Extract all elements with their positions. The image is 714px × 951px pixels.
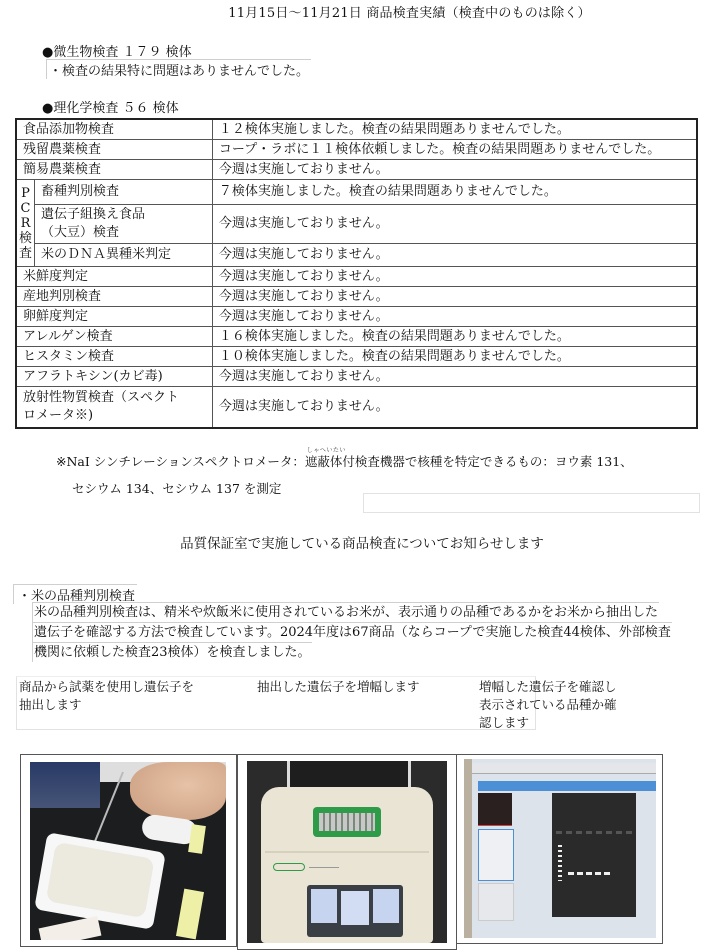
sample-card [39, 916, 102, 940]
process-steps [16, 676, 617, 730]
step-3 [479, 678, 647, 732]
thermal-cycler-photo [247, 761, 447, 943]
yellow-label [176, 889, 204, 940]
side-panel [478, 829, 514, 881]
tube-wells [319, 813, 375, 831]
gel-image [552, 793, 636, 917]
step-line: 抽出します [19, 697, 82, 712]
table-row [16, 347, 697, 367]
test-name-line: ロメータ※) [23, 408, 94, 423]
side-panel [478, 883, 514, 921]
footnote-ruby-base [304, 447, 633, 469]
window-titlebar [478, 781, 656, 791]
dna-bands [568, 872, 612, 875]
footnote-prefix: ※NaI シンチレーションスペクトロメータ： [56, 454, 305, 469]
dna-ladder [558, 845, 562, 881]
table-row [16, 267, 697, 287]
test-name-line: （大豆）検査 [41, 225, 120, 240]
pcr-char: R [20, 215, 31, 231]
pcr-char: P [21, 185, 30, 201]
body-seam [265, 851, 429, 853]
test-name: 畜種判別検査 [35, 180, 213, 205]
test-name: 残留農薬検査 [16, 140, 212, 160]
cycler-body [261, 787, 433, 943]
test-name: 食品添加物検査 [16, 119, 212, 140]
test-name-line: 放射性物質検査（スペクト [23, 390, 180, 405]
inspection-results-table [15, 118, 698, 429]
gel-electrophoresis-screen-photo [464, 759, 656, 938]
test-name: 米のＤＮＡ異種米判定 [35, 244, 213, 267]
gel-wells [556, 831, 632, 834]
test-result: 今週は実施しておりません。 [212, 307, 697, 327]
test-name: ヒスタミン検査 [16, 347, 212, 367]
thumbnail-preview [478, 793, 512, 826]
paragraph-line: 機関に依頼した検査23検体）を検査しました。 [32, 642, 312, 662]
rice-sample-extraction-photo-frame [20, 754, 237, 947]
step-line: 認します [479, 715, 530, 730]
physchem-heading: ●理化学検査 ５６ 検体 [42, 101, 179, 116]
table-row [16, 307, 697, 327]
test-name: 米鮮度判定 [16, 267, 212, 287]
table-row [16, 287, 697, 307]
ruby-text: しゃへいたい [306, 447, 346, 454]
screen-panel [341, 891, 369, 925]
rice-section-paragraph [32, 602, 712, 662]
cooked-rice [46, 842, 155, 918]
model-label [309, 867, 339, 868]
monitor-bezel [464, 759, 472, 938]
test-result: １０検体実施しました。検査の結果問題ありませんでした。 [212, 347, 697, 367]
footnote-line-2: セシウム 134、セシウム 137 を測定 [72, 481, 282, 496]
test-result: １６検体実施しました。検査の結果問題ありませんでした。 [212, 327, 697, 347]
test-result: 今週は実施しておりません。 [212, 367, 697, 387]
test-name: 産地判別検査 [16, 287, 212, 307]
table-row [16, 160, 697, 180]
step-line: 表示されている品種か確 [479, 697, 617, 712]
thermal-cycler-photo-frame [237, 754, 457, 950]
test-result: 今週は実施しておりません。 [212, 267, 697, 287]
tube-rack [30, 762, 100, 808]
table-row [16, 119, 697, 140]
app-toolbar [472, 763, 656, 774]
table-row [16, 327, 697, 347]
table-row [16, 387, 697, 429]
screen-panel [311, 889, 337, 923]
gel-electrophoresis-screen-photo-frame [456, 754, 663, 944]
test-result: 今週は実施しておりません。 [212, 160, 697, 180]
test-result: コープ・ラボに１１検体依頼しました。検査の結果問題ありませんでした。 [212, 140, 697, 160]
brand-logo [273, 863, 305, 871]
report-title: 11月15日～11月21日 商品検査実績（検査中のものは除く） [228, 6, 591, 21]
sample-block [313, 807, 381, 837]
step-line: 増幅した遺伝子を確認し [479, 679, 617, 694]
footnote-rest: 遮蔽体付検査機器で核種を特定できるもの：ヨウ素 131、 [304, 454, 633, 469]
rice-sample-extraction-photo [30, 762, 226, 940]
hand [130, 762, 226, 820]
test-name: 卵鮮度判定 [16, 307, 212, 327]
test-name: 簡易農薬検査 [16, 160, 212, 180]
step-line: 商品から試薬を使用し遺伝子を [19, 679, 195, 694]
test-name: アレルゲン検査 [16, 327, 212, 347]
pcr-char: 検 [19, 230, 33, 246]
test-result: ７検体実施しました。検査の結果問題ありませんでした。 [212, 180, 697, 205]
step-line: 抽出した遺伝子を増幅します [257, 679, 420, 694]
table-row [16, 205, 697, 244]
rice-section-heading: ・米の品種判別検査 [13, 584, 137, 604]
step-2 [257, 678, 420, 696]
rice-tray [34, 832, 166, 930]
pcr-char: C [20, 200, 31, 216]
test-result: 今週は実施しておりません。 [212, 244, 697, 267]
test-name-line: 遺伝子組換え食品 [41, 207, 146, 222]
paragraph-line: 米の品種判別検査は、精米や炊飯米に使用されているお米が、表示通りの品種であるかをお米から抽出した [32, 602, 659, 622]
test-name [16, 387, 212, 429]
table-row [16, 367, 697, 387]
pcr-char: 査 [19, 245, 33, 261]
announcement-title: 品質保証室で実施している商品検査についてお知らせします [180, 536, 544, 552]
test-result: 今週は実施しておりません。 [212, 387, 697, 429]
footnote-line-1 [56, 447, 633, 470]
screen-panel [373, 889, 399, 923]
microbial-note: ・検査の結果特に問題はありませんでした。 [46, 59, 311, 79]
touch-screen [307, 885, 403, 937]
test-result: 今週は実施しておりません。 [212, 205, 697, 244]
test-name [35, 205, 213, 244]
table-row [16, 180, 697, 205]
yellow-label [188, 824, 206, 854]
empty-text-box [363, 493, 700, 513]
test-name: アフラトキシン(カビ毒) [16, 367, 212, 387]
step-1 [19, 678, 194, 714]
test-result: １２検体実施しました。検査の結果問題ありませんでした。 [212, 119, 697, 140]
microbial-heading: ●微生物検査 １７９ 検体 [42, 45, 192, 60]
table-row [16, 140, 697, 160]
pcr-group-label [16, 180, 35, 267]
test-result: 今週は実施しておりません。 [212, 287, 697, 307]
table-row [16, 244, 697, 267]
paragraph-line: 遺伝子を確認する方法で検査しています。2024年度は67商品（ならコープで実施した検査44検体、外部検査 [32, 622, 672, 642]
